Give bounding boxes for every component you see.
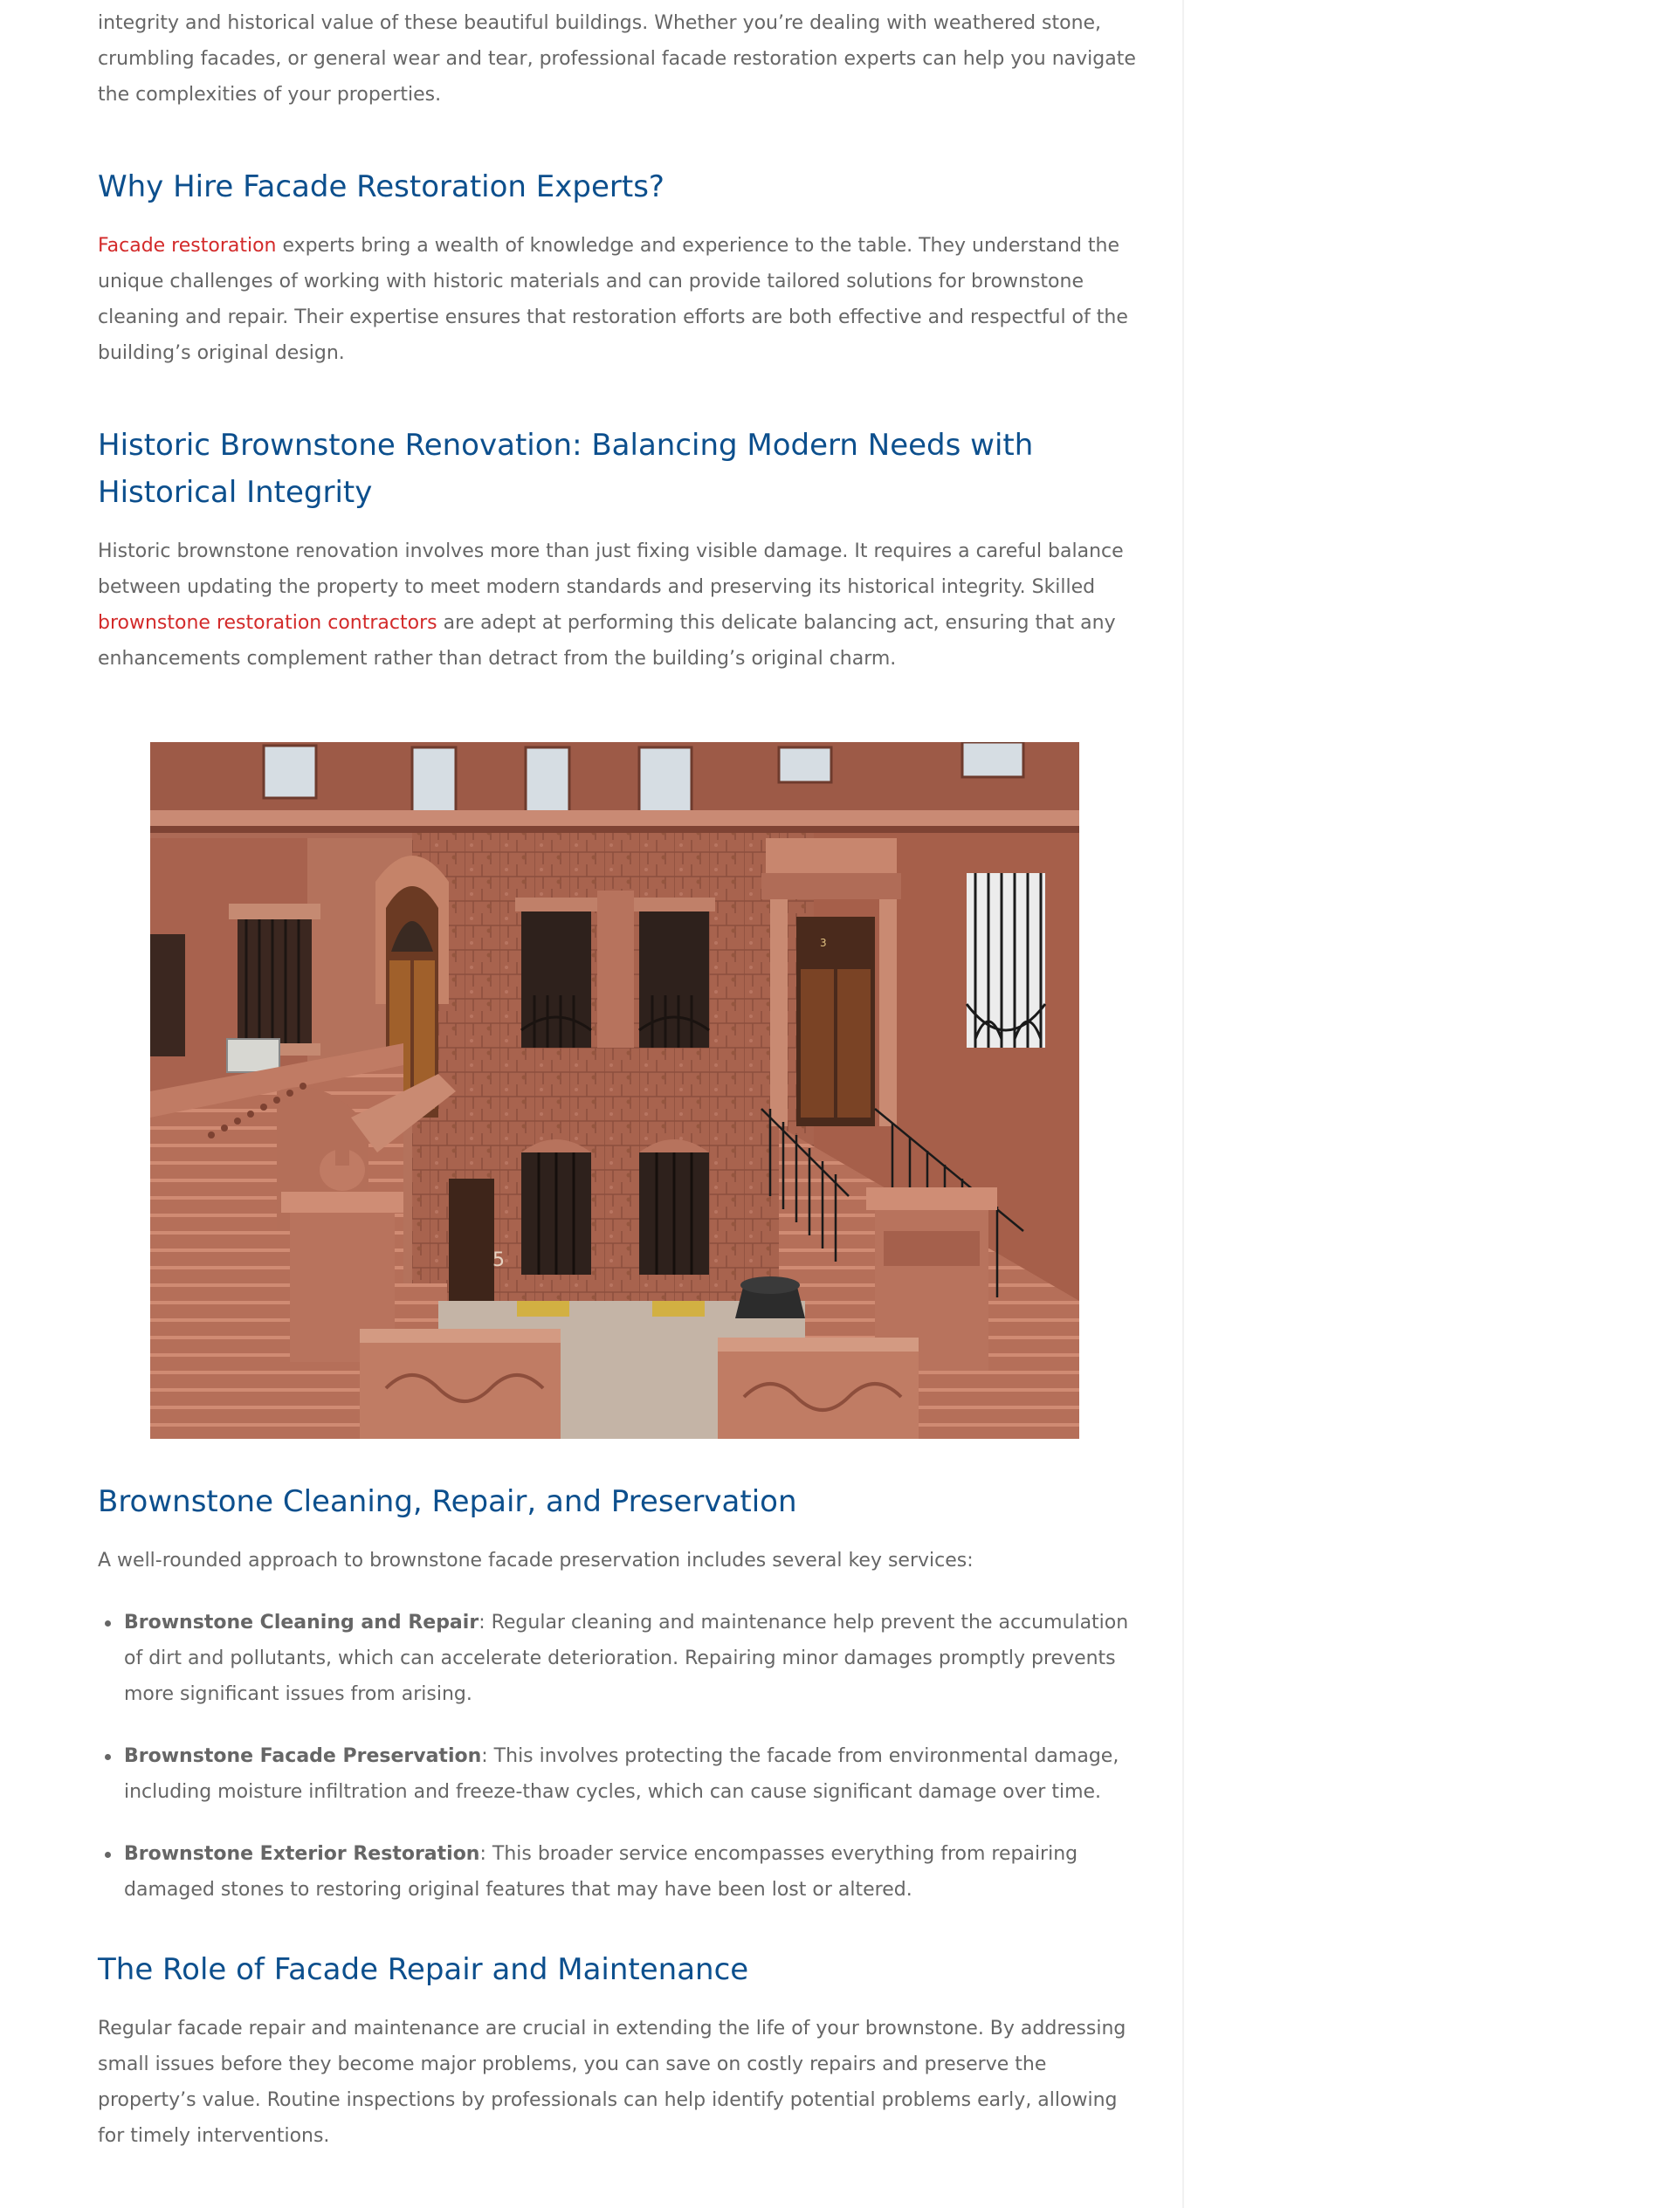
why-hire-body: experts bring a wealth of knowledge and experience to the table. They understand the unique challenges of working with historic materials and can provide tailored solutions for brownstone cleaning and repair. Their expertise ensures that restoration efforts are both effective and respectful of the building’s original design. [98,235,1128,364]
bullet-icon [105,1754,111,1760]
why-hire-paragraph [98,228,1146,371]
facade-restoration-link[interactable]: Facade restoration [98,235,277,257]
service-description: : This involves protecting the facade from environmental damage, including moisture infiltration and freeze-thaw cycles, which can cause significant damage over time. [124,1745,1119,1803]
bullet-icon [105,1620,111,1627]
facade-repair-role-heading: The Role of Facade Repair and Maintenance [98,1952,749,1987]
facade-repair-role-paragraph: Regular facade repair and maintenance are crucial in extending the life of your brownstone. By addressing small issues before they become major problems, you can save on costly repairs and preserve the property’s value. Routine inspections by professionals can help identify potential problems early, allowing for timely interventions. [98,2018,1126,2147]
cleaning-repair-heading: Brownstone Cleaning, Repair, and Preservation [98,1484,797,1519]
plaque-number-text: 5 [492,1249,505,1271]
list-item [124,1836,1146,1908]
sidebar-divider [1182,0,1184,2208]
brownstone-facade-image [150,742,1079,1439]
service-title: Brownstone Cleaning and Repair [124,1612,479,1634]
list-item [124,1605,1146,1712]
historic-renovation-heading: Historic Brownstone Renovation: Balancing Modern Needs with Historical Integrity [98,428,1034,510]
service-description: : This broader service encompasses everything from repairing damaged stones to restoring original features that may have been lost or altered. [124,1843,1078,1901]
historic-body-before: Historic brownstone renovation involves more than just fixing visible damage. It requires a careful balance between updating the property to meet modern standards and preserving its historical integrity. Skilled [98,540,1124,598]
historic-body-after: are adept at performing this delicate balancing act, ensuring that any enhancements complement rather than detract from the building’s original charm. [98,612,1116,670]
service-description: : Regular cleaning and maintenance help prevent the accumulation of dirt and pollutants, which can accelerate deterioration. Repairing minor damages promptly prevents more significant issues from arising. [124,1612,1129,1705]
cleaning-intro-paragraph: A well-rounded approach to brownstone facade preservation includes several key services: [98,1550,974,1572]
bullet-icon [105,1852,111,1858]
article-content [98,5,1146,2154]
intro-paragraph: integrity and historical value of these beautiful buildings. Whether you’re dealing with weathered stone, crumbling facades, or general wear and tear, professional facade restoration experts can help you navigate the complexities of your properties. [98,12,1136,106]
services-list [98,1605,1146,1908]
service-title: Brownstone Exterior Restoration [124,1843,480,1865]
list-item [124,1738,1146,1810]
restoration-contractors-link[interactable]: brownstone restoration contractors [98,612,437,634]
historic-renovation-paragraph [98,533,1146,677]
service-title: Brownstone Facade Preservation [124,1745,482,1767]
why-hire-heading: Why Hire Facade Restoration Experts? [98,169,664,204]
door-number-text: 3 [820,937,827,949]
